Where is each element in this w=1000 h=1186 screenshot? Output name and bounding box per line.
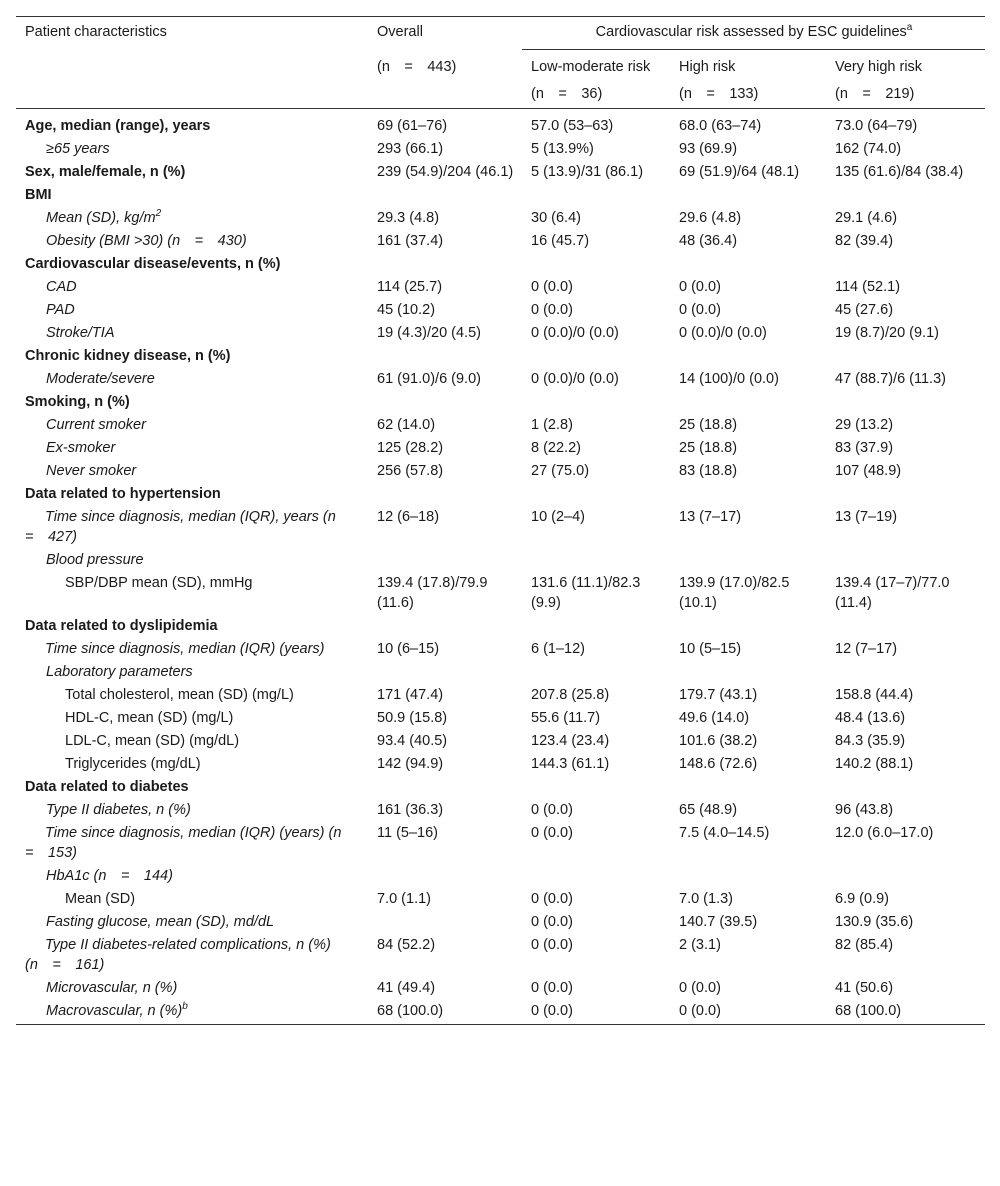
cell-very-high: 114 (52.1) <box>835 279 901 295</box>
section-heading: Cardiovascular disease/events, n (%) <box>25 256 281 272</box>
cell-overall: 19 (4.3)/20 (4.5) <box>377 325 481 341</box>
cell-low-moderate: 0 (0.0) <box>531 914 573 930</box>
cell-very-high: 107 (48.9) <box>835 463 902 479</box>
section-row <box>16 776 985 799</box>
section-row <box>16 391 985 414</box>
section-row <box>16 345 985 368</box>
cell-low-moderate: 10 (2–4) <box>531 509 586 525</box>
row-label: Microvascular, n (%) <box>46 980 178 996</box>
section-heading: Data related to hypertension <box>25 486 221 502</box>
table-row <box>16 753 985 776</box>
cell-high: 68.0 (63–74) <box>679 118 762 134</box>
cell-overall: 142 (94.9) <box>377 756 444 772</box>
table-row <box>16 684 985 707</box>
cell-overall: 161 (36.3) <box>377 802 444 818</box>
cell-high: 0 (0.0) <box>679 279 721 295</box>
section-row <box>16 865 985 888</box>
row-label: Time since diagnosis, median (IQR) (years) (n = 153) <box>25 825 356 861</box>
row-label: Current smoker <box>46 417 146 433</box>
section-heading: BMI <box>25 187 52 203</box>
cell-very-high: 12 (7–17) <box>835 641 898 657</box>
cell-overall: 45 (10.2) <box>377 302 436 318</box>
cell-low-moderate: 5 (13.9%) <box>531 141 594 157</box>
cell-low-moderate: 0 (0.0) <box>531 802 573 818</box>
table-row <box>16 322 985 345</box>
cell-high: 13 (7–17) <box>679 509 742 525</box>
cell-very-high: 41 (50.6) <box>835 980 894 996</box>
section-row <box>16 483 985 506</box>
cell-very-high: 12.0 (6.0–17.0) <box>835 825 934 841</box>
row-label: Time since diagnosis, median (IQR), years (n = 427) <box>25 509 351 545</box>
cell-high: 14 (100)/0 (0.0) <box>679 371 779 387</box>
cell-overall: 69 (61–76) <box>377 118 448 134</box>
row-label: PAD <box>46 302 75 318</box>
cell-overall: 114 (25.7) <box>377 279 443 295</box>
cell-very-high: 135 (61.6)/84 (38.4) <box>835 164 964 180</box>
row-label: LDL-C, mean (SD) (mg/dL) <box>65 733 240 749</box>
cell-low-moderate: 0 (0.0) <box>531 937 573 953</box>
cell-high: 29.6 (4.8) <box>679 210 742 226</box>
subsection-heading: Laboratory parameters <box>46 664 193 680</box>
section-heading: Data related to dyslipidemia <box>25 618 218 634</box>
footnote-b-marker: b <box>182 1001 188 1013</box>
row-label: Mean (SD) <box>65 891 136 907</box>
header-low-moderate: Low-moderate risk <box>531 59 651 75</box>
header-high-n: (n = 133) <box>670 83 826 109</box>
cell-high: 139.9 (17.0)/82.5 (10.1) <box>679 575 790 611</box>
cell-low-moderate: 131.6 (11.1)/82.3 (9.9) <box>531 575 641 611</box>
row-label-text: Macrovascular, n (%) <box>46 1003 183 1019</box>
table-row <box>16 707 985 730</box>
cell-high: 148.6 (72.6) <box>679 756 758 772</box>
section-row <box>16 184 985 207</box>
cell-low-moderate: 0 (0.0) <box>531 891 573 907</box>
cell-overall: 61 (91.0)/6 (9.0) <box>377 371 481 387</box>
table-row <box>16 911 985 934</box>
cell-low-moderate: 27 (75.0) <box>531 463 590 479</box>
cell-low-moderate: 144.3 (61.1) <box>531 756 610 772</box>
cell-high: 83 (18.8) <box>679 463 738 479</box>
header-overall-n: (n = 443) <box>377 58 457 75</box>
cell-very-high: 68 (100.0) <box>826 1000 985 1025</box>
table-row <box>16 414 985 437</box>
row-label: Fasting glucose, mean (SD), md/dL <box>46 914 275 930</box>
cell-high: 101.6 (38.2) <box>679 733 758 749</box>
cell-very-high: 84.3 (35.9) <box>835 733 906 749</box>
cell-high: 65 (48.9) <box>679 802 738 818</box>
cell-low-moderate: 207.8 (25.8) <box>531 687 610 703</box>
cell-high: 25 (18.8) <box>679 417 738 433</box>
table-row <box>16 368 985 391</box>
section-row <box>16 615 985 638</box>
table-row <box>16 730 985 753</box>
cell-very-high: 45 (27.6) <box>835 302 894 318</box>
row-label <box>16 207 368 230</box>
cell-very-high: 158.8 (44.4) <box>835 687 914 703</box>
cell-low-moderate: 16 (45.7) <box>531 233 590 249</box>
table-row <box>16 506 985 549</box>
section-row <box>16 661 985 684</box>
cell-very-high: 29.1 (4.6) <box>835 210 898 226</box>
row-label: HDL-C, mean (SD) (mg/L) <box>65 710 234 726</box>
cell-high: 179.7 (43.1) <box>679 687 758 703</box>
subsection-heading: Blood pressure <box>46 552 144 568</box>
row-label-text: Mean (SD), kg/m <box>46 210 156 226</box>
cell-high: 0 (0.0)/0 (0.0) <box>679 325 767 341</box>
cell-high: 25 (18.8) <box>679 440 738 456</box>
cell-very-high: 19 (8.7)/20 (9.1) <box>835 325 939 341</box>
table-row <box>16 888 985 911</box>
cell-overall: 171 (47.4) <box>377 687 444 703</box>
cell-high: 0 (0.0) <box>679 980 721 996</box>
cell-low-moderate: 5 (13.9)/31 (86.1) <box>531 164 644 180</box>
cell-low-moderate: 0 (0.0)/0 (0.0) <box>531 325 619 341</box>
cell-overall: 161 (37.4) <box>377 233 444 249</box>
row-label: Type II diabetes-related complications, n (%) (n = 161) <box>25 937 331 973</box>
cell-very-high: 82 (85.4) <box>835 937 894 953</box>
cell-low-moderate: 6 (1–12) <box>531 641 586 657</box>
table-row <box>16 799 985 822</box>
cell-very-high: 130.9 (35.6) <box>835 914 914 930</box>
footnote-a-marker: a <box>906 22 913 34</box>
cell-low-moderate: 0 (0.0) <box>522 1000 670 1025</box>
cell-overall: 12 (6–18) <box>377 509 440 525</box>
cell-overall: 239 (54.9)/204 (46.1) <box>377 164 514 180</box>
cell-overall: 125 (28.2) <box>377 440 444 456</box>
table-row <box>16 230 985 253</box>
cell-overall: 10 (6–15) <box>377 641 440 657</box>
header-characteristics: Patient characteristics <box>16 17 368 50</box>
cell-overall: 7.0 (1.1) <box>377 891 431 907</box>
cell-high: 10 (5–15) <box>679 641 742 657</box>
table-row <box>16 977 985 1000</box>
table-body <box>16 109 985 1025</box>
cell-very-high: 162 (74.0) <box>835 141 902 157</box>
cell-low-moderate: 30 (6.4) <box>531 210 581 226</box>
table-row <box>16 437 985 460</box>
cell-low-moderate: 0 (0.0) <box>531 980 573 996</box>
cell-low-moderate: 0 (0.0) <box>531 825 573 841</box>
cell-very-high: 83 (37.9) <box>835 440 894 456</box>
table-header <box>16 17 985 109</box>
table-row <box>16 276 985 299</box>
table-row <box>16 207 985 230</box>
cell-high: 48 (36.4) <box>679 233 738 249</box>
cell-high: 7.5 (4.0–14.5) <box>679 825 770 841</box>
subsection-heading: HbA1c (n = 144) <box>46 868 173 884</box>
header-high: High risk <box>679 59 736 75</box>
cell-overall: 29.3 (4.8) <box>377 210 440 226</box>
cell-very-high: 13 (7–19) <box>835 509 898 525</box>
section-heading: Chronic kidney disease, n (%) <box>25 348 231 364</box>
row-label: SBP/DBP mean (SD), mmHg <box>65 575 253 591</box>
table-row <box>16 138 985 161</box>
cell-low-moderate: 55.6 (11.7) <box>531 710 601 726</box>
cell-overall: 11 (5–16) <box>377 825 438 841</box>
cell-overall: 139.4 (17.8)/79.9 (11.6) <box>377 575 488 611</box>
table-row <box>16 638 985 661</box>
row-label: Triglycerides (mg/dL) <box>65 756 201 772</box>
cell-high: 0 (0.0) <box>679 302 721 318</box>
row-label: ≥65 years <box>46 141 110 157</box>
table-row <box>16 822 985 865</box>
header-very-high-n: (n = 219) <box>826 83 985 109</box>
section-row <box>16 549 985 572</box>
cell-low-moderate: 8 (22.2) <box>531 440 581 456</box>
cell-very-high: 48.4 (13.6) <box>835 710 906 726</box>
cell-low-moderate: 57.0 (53–63) <box>531 118 614 134</box>
cell-overall: 84 (52.2) <box>377 937 436 953</box>
cell-very-high: 29 (13.2) <box>835 417 894 433</box>
cell-low-moderate: 0 (0.0) <box>531 302 573 318</box>
table-row <box>16 934 985 977</box>
patient-characteristics-table <box>16 16 985 1025</box>
header-very-high: Very high risk <box>835 59 923 75</box>
row-label: Sex, male/female, n (%) <box>25 164 186 180</box>
header-overall: Overall <box>368 17 522 50</box>
table-row <box>16 572 985 615</box>
table-row <box>16 161 985 184</box>
cell-high: 2 (3.1) <box>679 937 721 953</box>
cell-very-high: 82 (39.4) <box>835 233 894 249</box>
section-heading: Smoking, n (%) <box>25 394 130 410</box>
row-label: Time since diagnosis, median (IQR) (years) <box>45 641 325 657</box>
cell-overall: 256 (57.8) <box>377 463 444 479</box>
row-label: Age, median (range), years <box>25 118 211 134</box>
row-label <box>16 1000 368 1025</box>
cell-high: 49.6 (14.0) <box>679 710 750 726</box>
cell-high: 0 (0.0) <box>670 1000 826 1025</box>
section-heading: Data related to diabetes <box>25 779 189 795</box>
cell-overall: 50.9 (15.8) <box>377 710 448 726</box>
header-risk-group <box>522 17 985 50</box>
cell-overall: 293 (66.1) <box>377 141 444 157</box>
table-row <box>16 109 985 139</box>
cell-high: 69 (51.9)/64 (48.1) <box>679 164 800 180</box>
table-row <box>16 299 985 322</box>
row-label: Moderate/severe <box>46 371 155 387</box>
row-label: Ex-smoker <box>46 440 116 456</box>
cell-overall: 68 (100.0) <box>368 1000 522 1025</box>
cell-low-moderate: 1 (2.8) <box>531 417 573 433</box>
cell-low-moderate: 0 (0.0)/0 (0.0) <box>531 371 619 387</box>
cell-very-high: 73.0 (64–79) <box>835 118 918 134</box>
cell-high: 140.7 (39.5) <box>679 914 758 930</box>
cell-very-high: 6.9 (0.9) <box>835 891 889 907</box>
row-label: Total cholesterol, mean (SD) (mg/L) <box>65 687 294 703</box>
cell-low-moderate: 0 (0.0) <box>531 279 573 295</box>
cell-very-high: 47 (88.7)/6 (11.3) <box>835 371 946 387</box>
row-label: Stroke/TIA <box>46 325 115 341</box>
row-label: Type II diabetes, n (%) <box>46 802 191 818</box>
cell-very-high: 139.4 (17–7)/77.0 (11.4) <box>835 575 950 611</box>
header-low-moderate-n: (n = 36) <box>522 83 670 109</box>
cell-overall <box>368 911 522 934</box>
cell-high: 7.0 (1.3) <box>679 891 733 907</box>
cell-overall: 62 (14.0) <box>377 417 436 433</box>
cell-very-high: 96 (43.8) <box>835 802 894 818</box>
cell-high: 93 (69.9) <box>679 141 738 157</box>
row-label: Never smoker <box>46 463 137 479</box>
cell-low-moderate: 123.4 (23.4) <box>531 733 610 749</box>
cell-overall: 41 (49.4) <box>377 980 436 996</box>
header-risk-group-label: Cardiovascular risk assessed by ESC guidelines <box>595 24 907 40</box>
cell-very-high: 140.2 (88.1) <box>835 756 914 772</box>
table-row <box>16 1000 985 1025</box>
superscript: 2 <box>155 208 162 220</box>
row-label: Obesity (BMI >30) (n = 430) <box>46 233 247 249</box>
table-row <box>16 460 985 483</box>
cell-overall: 93.4 (40.5) <box>377 733 448 749</box>
row-label: CAD <box>46 279 77 295</box>
section-row <box>16 253 985 276</box>
